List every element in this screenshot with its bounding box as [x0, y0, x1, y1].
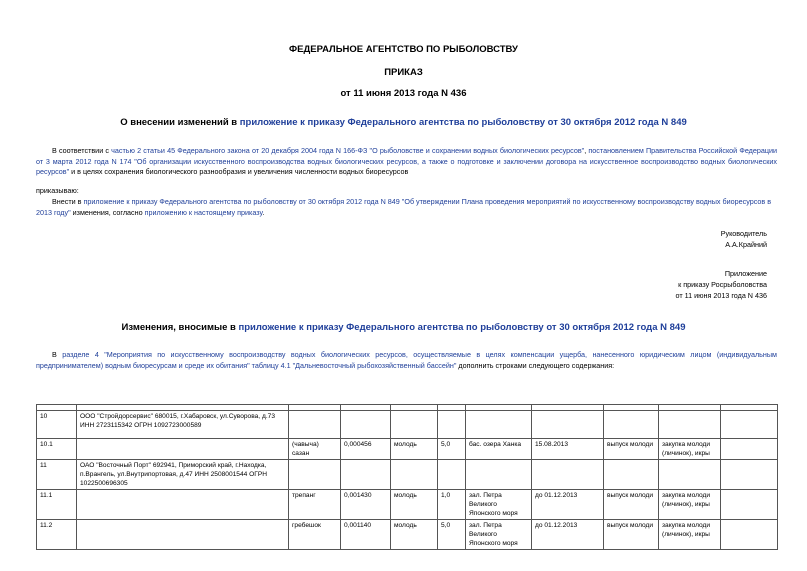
table-cell-stage [391, 411, 438, 439]
table-cell-method [659, 460, 721, 490]
table-cell-activity: выпуск молоди [604, 490, 659, 520]
table-cell-species [289, 460, 341, 490]
document-type: ПРИКАЗ [384, 67, 423, 78]
document-title [0, 117, 807, 128]
table-cell-species [289, 411, 341, 439]
table-cell-stage: молодь [391, 490, 438, 520]
table-cell-empty [721, 520, 778, 550]
table-cell-organization: ООО "Стройдорсервис" 680015, г.Хабаровск, ул.Суворова, д.73 ИНН 2723115342 ОГРН 1092723000589 [77, 411, 289, 439]
table-cell-location: зал. Петра Великого Японского моря [466, 520, 532, 550]
table-cell-date: до 01.12.2013 [532, 520, 604, 550]
table-cell-activity: выпуск молоди [604, 520, 659, 550]
table-cell-empty [721, 460, 778, 490]
table-row [37, 439, 778, 460]
changes-title-prefix: Изменения, вносимые в [121, 322, 239, 333]
preamble-decree-link[interactable]: постановлением Правительства Российской Федерации от 3 марта 2012 года N 174 "Об организации искусственного воспроизводства водных биологических ресурсов, а также о подготовке и заключении договора на искусственное воспроизводство водных биологических ресурсов" [36, 146, 777, 176]
table-cell-number: 10.1 [37, 439, 77, 460]
table-cell-quantity [341, 411, 391, 439]
preamble-law-link[interactable]: частью 2 статьи 45 Федерального закона от 20 декабря 2004 года N 166-ФЗ "О рыболовстве и сохранении водных биологических ресурсов" [111, 146, 585, 155]
table-cell-number: 11 [37, 460, 77, 490]
table-cell-location: зал. Петра Великого Японского моря [466, 490, 532, 520]
table-cell-weight: 1,0 [438, 490, 466, 520]
table-cell-activity [604, 460, 659, 490]
table-cell-stage [391, 460, 438, 490]
table-cell-empty [721, 439, 778, 460]
table-cell-organization [77, 490, 289, 520]
appendix-line-1: Приложение [724, 269, 767, 278]
order-paragraph [36, 197, 777, 218]
table-cell-species: трепанг [289, 490, 341, 520]
table-cell-organization [77, 520, 289, 550]
table-cell-quantity: 0,001430 [341, 490, 391, 520]
table-cell-location: бас. озера Ханка [466, 439, 532, 460]
order-appendix-link[interactable]: приложение к приказу Федерального агентства по рыболовству от 30 октября 2012 года N 849 "Об утверждении Плана проведения мероприятий по искусственному воспроизводству водных биоресурсов в 2013 году" [36, 197, 772, 217]
changes-section-link[interactable]: разделе 4 "Мероприятия по искусственному воспроизводству водных биологических ресурсов, осуществляемые в целях компенсации ущерба, нанесенного юридическим лицом (индивидуальным предпринимателем) водным биоресурсам и среде их обитания" таблицу 4.1 "Дальневосточный рыбохозяйственный бассейн" [36, 350, 777, 370]
table-cell-activity [604, 411, 659, 439]
signature-name: А.А.Крайний [725, 240, 767, 249]
table-cell-location [466, 460, 532, 490]
table-cell-method: закупка молоди (личинок), икры [659, 439, 721, 460]
table-cell-number: 11.2 [37, 520, 77, 550]
order-text-2: изменения, согласно [70, 207, 145, 217]
preamble-text-2: , [584, 146, 589, 155]
order-word: приказываю: [36, 186, 79, 195]
table-cell-method: закупка молоди (личинок), икры [659, 520, 721, 550]
table-cell-species: (чавыча) сазан [289, 439, 341, 460]
table-cell-empty [721, 490, 778, 520]
changes-text-2: дополнить строками следующего содержания: [456, 360, 615, 370]
changes-paragraph [36, 350, 777, 371]
table-row [37, 490, 778, 520]
table-cell-activity: выпуск молоди [604, 439, 659, 460]
table-cell-weight [438, 460, 466, 490]
table-cell-number: 10 [37, 411, 77, 439]
table-cell-location [466, 411, 532, 439]
preamble-paragraph [36, 146, 777, 178]
table-cell-quantity: 0,001140 [341, 520, 391, 550]
changes-table [36, 404, 778, 550]
appendix-line-2: к приказу Росрыболовства [678, 280, 767, 289]
table-cell-date [532, 411, 604, 439]
table-cell-quantity [341, 460, 391, 490]
title-prefix: О внесении изменений в [120, 117, 240, 128]
table-cell-stage: молодь [391, 439, 438, 460]
changes-title [0, 322, 807, 333]
table-cell-weight: 5,0 [438, 439, 466, 460]
changes-text-1: В [52, 350, 63, 359]
table-cell-species: гребешок [289, 520, 341, 550]
table-cell-number: 11.1 [37, 490, 77, 520]
title-link[interactable]: приложение к приказу Федерального агентства по рыболовству от 30 октября 2012 года N 849 [239, 117, 687, 128]
order-text-3: . [262, 207, 265, 217]
table-cell-method [659, 411, 721, 439]
signature-position: Руководитель [720, 229, 767, 238]
table-cell-date [532, 460, 604, 490]
table-cell-quantity: 0,000456 [341, 439, 391, 460]
table-cell-date: 15.08.2013 [532, 439, 604, 460]
order-text-1: Внести в [52, 197, 84, 206]
table-cell-empty [721, 411, 778, 439]
table-row [37, 460, 778, 490]
table-cell-weight [438, 411, 466, 439]
table-row [37, 520, 778, 550]
table-cell-organization: ОАО "Восточный Порт" 692941, Приморский край, г.Находка, п.Врангель, ул.Внутрипортовая, д.47 ИНН 2508001544 ОГРН 1022500696305 [77, 460, 289, 490]
appendix-line-3: от 11 июня 2013 года N 436 [675, 291, 767, 300]
table-cell-organization [77, 439, 289, 460]
order-this-appendix-link[interactable]: приложению к настоящему приказу [144, 207, 263, 217]
table-cell-method: закупка молоди (личинок), икры [659, 490, 721, 520]
preamble-text-1: В соответствии с [52, 146, 112, 155]
table-row [37, 411, 778, 439]
changes-title-link[interactable]: приложение к приказу Федерального агентства по рыболовству от 30 октября 2012 года N 849 [238, 322, 686, 333]
table-cell-date: до 01.12.2013 [532, 490, 604, 520]
preamble-text-3: и в целях сохранения биологического разнообразия и увеличения численности водных биоресурсов [69, 167, 409, 176]
document-date-number: от 11 июня 2013 года N 436 [340, 88, 467, 99]
agency-title: ФЕДЕРАЛЬНОЕ АГЕНТСТВО ПО РЫБОЛОВСТВУ [289, 44, 518, 55]
table-cell-weight: 5,0 [438, 520, 466, 550]
table-cell-stage: молодь [391, 520, 438, 550]
